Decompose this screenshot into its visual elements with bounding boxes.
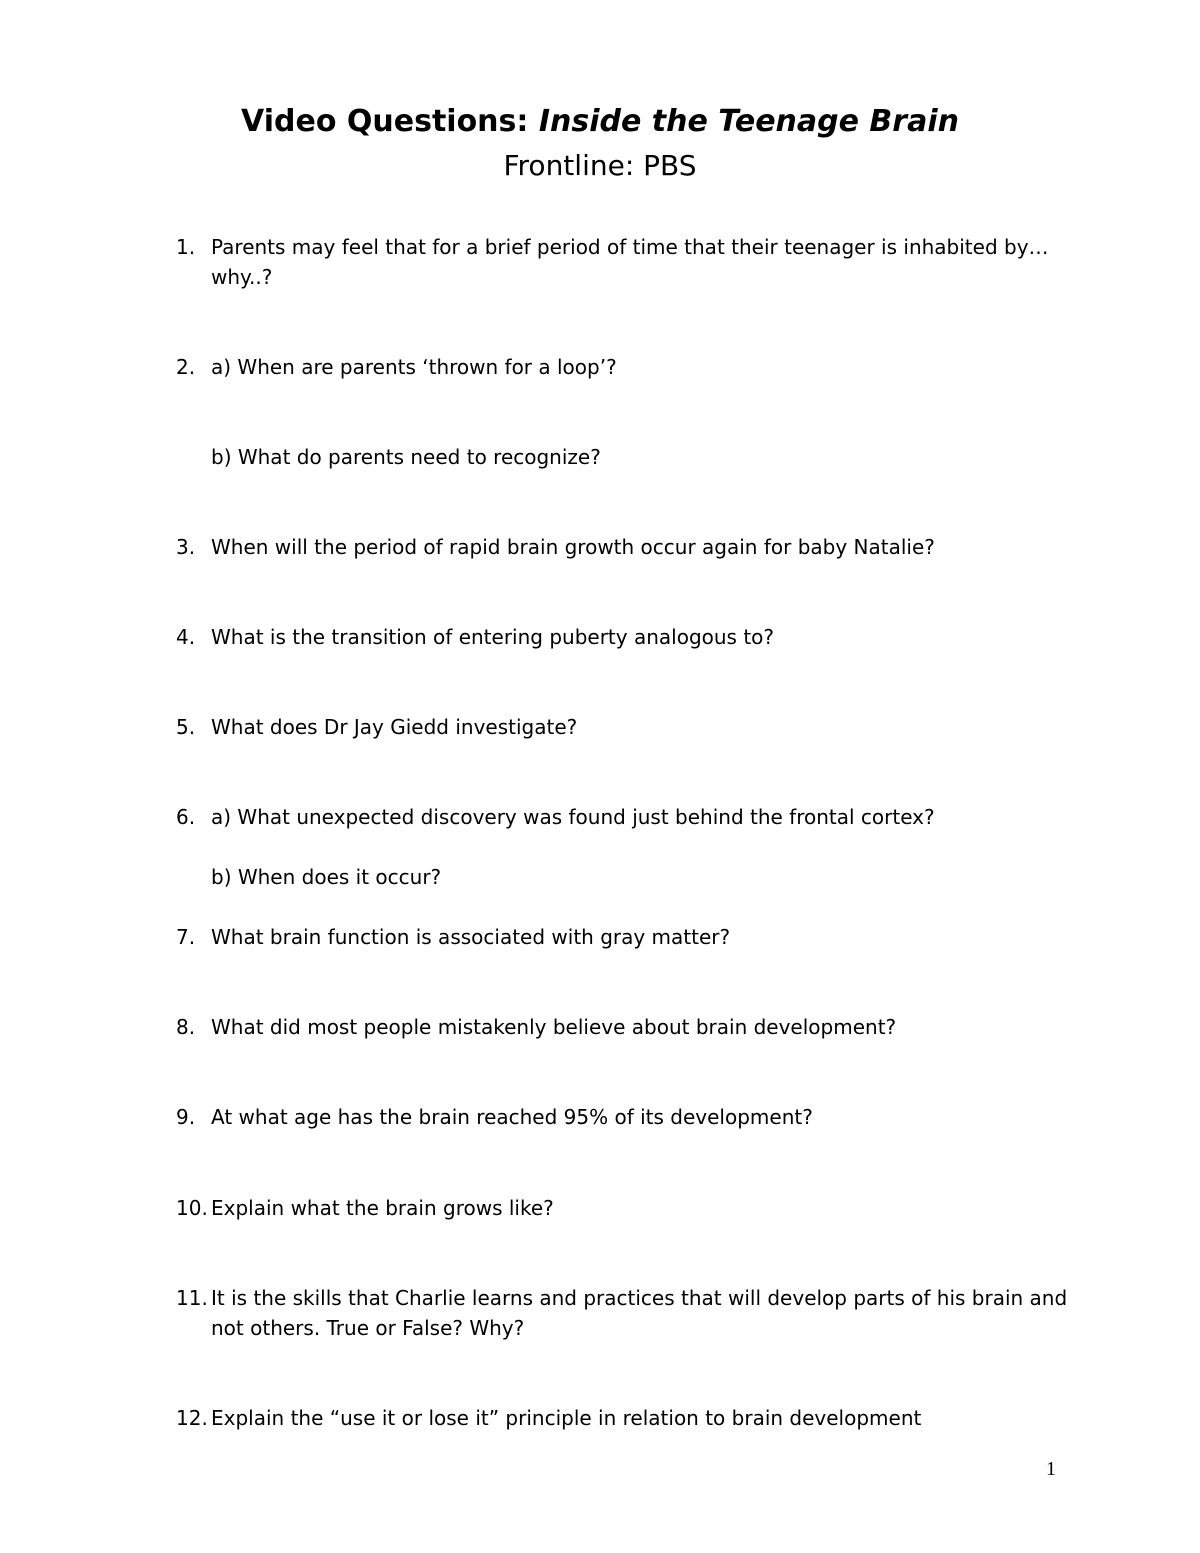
question-number: 11. <box>176 1286 208 1310</box>
question-9 <box>176 1102 1076 1132</box>
question-text: At what age has the brain reached 95% of its development? <box>211 1105 813 1129</box>
question-10 <box>176 1193 1076 1223</box>
question-text: What brain function is associated with gray matter? <box>211 925 731 949</box>
question-3 <box>176 532 1076 562</box>
title-video-name: Inside the Teenage Brain <box>538 104 959 139</box>
question-8 <box>176 1012 1076 1042</box>
question-number: 7. <box>176 925 196 949</box>
question-text: Explain the “use it or lose it” principle in relation to brain development <box>211 1406 922 1430</box>
document-title <box>0 100 1200 144</box>
question-text: It is the skills that Charlie learns and practices that will develop parts of his brain and not others. True or False? Why? <box>211 1286 1068 1340</box>
question-text: When will the period of rapid brain growth occur again for baby Natalie? <box>211 535 935 559</box>
page-number: 1 <box>1046 1458 1056 1480</box>
question-text: Parents may feel that for a brief period of time that their teenager is inhabited by… why..? <box>211 235 1049 289</box>
question-text: a) What unexpected discovery was found just behind the frontal cortex? <box>211 805 935 829</box>
question-number: 3. <box>176 535 196 559</box>
question-11 <box>176 1283 1076 1343</box>
question-number: 8. <box>176 1015 196 1039</box>
question-number: 2. <box>176 355 196 379</box>
question-6 <box>176 802 1076 832</box>
question-2 <box>176 352 1076 382</box>
question-5 <box>176 712 1076 742</box>
question-text: Explain what the brain grows like? <box>211 1196 554 1220</box>
question-text: What is the transition of entering puberty analogous to? <box>211 625 775 649</box>
question-text: What does Dr Jay Giedd investigate? <box>211 715 578 739</box>
question-7 <box>176 922 1076 952</box>
question-text: a) When are parents ‘thrown for a loop’? <box>211 355 617 379</box>
question-4 <box>176 622 1076 652</box>
document-subtitle: Frontline: PBS <box>503 149 697 182</box>
question-number: 6. <box>176 805 196 829</box>
question-12 <box>176 1403 1076 1433</box>
question-2-part-b: b) What do parents need to recognize? <box>211 445 601 469</box>
question-1 <box>176 232 1076 292</box>
question-number: 12. <box>176 1406 208 1430</box>
document-header <box>0 100 1200 188</box>
question-number: 9. <box>176 1105 196 1129</box>
question-6-part-b: b) When does it occur? <box>211 865 442 889</box>
question-number: 4. <box>176 625 196 649</box>
question-text: What did most people mistakenly believe about brain development? <box>211 1015 897 1039</box>
question-number: 1. <box>176 235 196 259</box>
question-number: 5. <box>176 715 196 739</box>
question-number: 10. <box>176 1196 208 1220</box>
title-prefix: Video Questions: <box>241 104 539 139</box>
